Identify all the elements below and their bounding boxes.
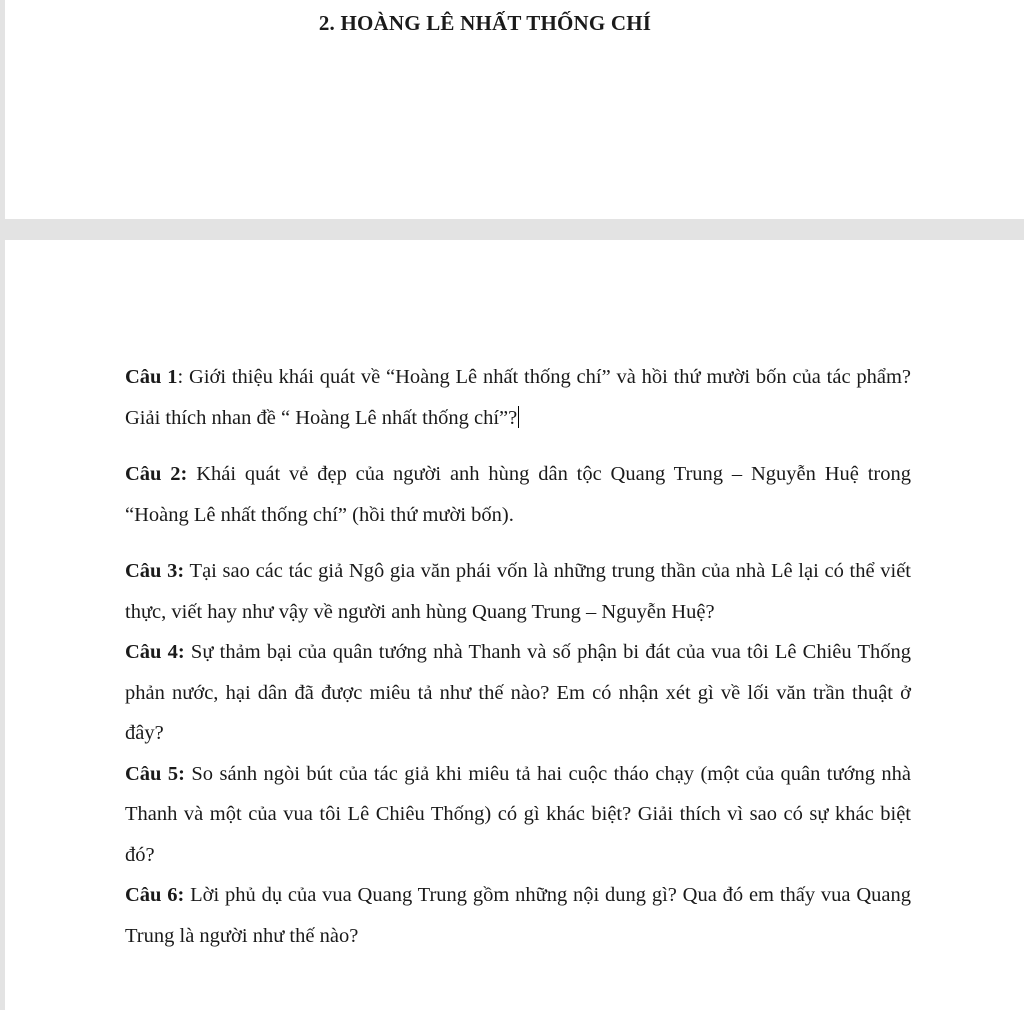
question-text: Khái quát vẻ đẹp của người anh hùng dân tộc Quang Trung – Nguyễn Huệ trong “Hoàng Lê nhất thống chí” (hồi thứ mười bốn). xyxy=(125,463,911,526)
text-cursor xyxy=(518,406,519,428)
question-text: Giới thiệu khái quát về “Hoàng Lê nhất thống chí” và hồi thứ mười bốn của tác phẩm? Giải thích nhan đề “ Hoàng Lê nhất thống chí”? xyxy=(125,366,911,429)
question-label: Câu 5: xyxy=(125,762,185,785)
question-label: Câu 4: xyxy=(125,641,185,663)
question-5 xyxy=(125,754,911,876)
question-label: Câu 6: xyxy=(125,884,185,906)
question-3 xyxy=(125,551,911,632)
question-list xyxy=(125,357,911,956)
question-4 xyxy=(125,632,911,754)
question-label-separator: : xyxy=(177,366,184,388)
question-text: Tại sao các tác giả Ngô gia văn phái vốn là những trung thần của nhà Lê lại có thể viết thực, viết hay như vậy về người anh hùng Quang Trung – Nguyễn Huệ? xyxy=(125,560,911,623)
question-label: Câu 3: xyxy=(125,560,185,582)
question-6 xyxy=(125,875,911,956)
question-text: Lời phủ dụ của vua Quang Trung gồm những nội dung gì? Qua đó em thấy vua Quang Trung là người như thế nào? xyxy=(125,884,911,947)
document-page-2 xyxy=(5,240,1024,1010)
question-label: Câu 2: xyxy=(125,463,188,485)
question-text: Sự thảm bại của quân tướng nhà Thanh và số phận bi đát của vua tôi Lê Chiêu Thống phản nước, hại dân đã được miêu tả như thế nào? Em có nhận xét gì về lối văn trần thuật ở đây? xyxy=(125,641,911,744)
question-1 xyxy=(125,357,911,438)
document-title: 2. HOÀNG LÊ NHẤT THỐNG CHÍ xyxy=(318,11,652,35)
question-label: Câu 1 xyxy=(125,366,178,388)
question-2 xyxy=(125,454,911,535)
document-page-1 xyxy=(5,0,1024,219)
question-text: So sánh ngòi bút của tác giả khi miêu tả hai cuộc tháo chạy (một của quân tướng nhà Thanh và một của vua tôi Lê Chiêu Thống) có gì khác biệt? Giải thích vì sao có sự khác biệt đó? xyxy=(125,762,911,866)
